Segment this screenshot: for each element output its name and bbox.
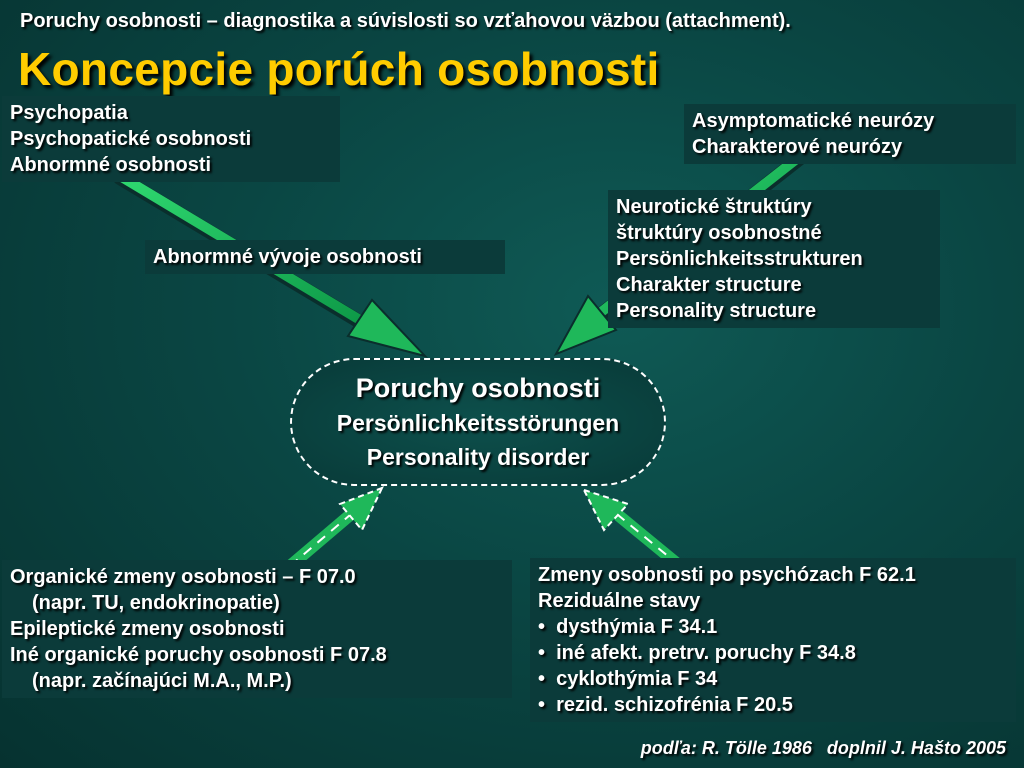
bullet-text: dysthýmia F 34.1	[556, 616, 718, 638]
box-line: Psychopatické osobnosti	[10, 128, 252, 150]
personality-disorder-node	[290, 358, 666, 486]
box-line: Persönlichkeitsstrukturen	[616, 248, 863, 270]
post-psychotic-box	[530, 558, 1016, 722]
psychopathy-box	[2, 96, 340, 182]
arrow-bottom-right	[584, 490, 680, 566]
box-line: Neurotické štruktúry	[616, 196, 812, 218]
source-credit: podľa: R. Tölle 1986 doplnil J. Hašto 2005	[640, 738, 1006, 758]
bullet-item	[538, 640, 1008, 666]
box-line: Personality structure	[616, 300, 817, 322]
box-line: štruktúry osobnostné	[616, 222, 822, 244]
bullet-item	[538, 692, 1008, 718]
box-line: Abnormné osobnosti	[10, 154, 212, 176]
box-line: Reziduálne stavy	[538, 590, 701, 612]
bullet-icon: •	[538, 642, 557, 664]
box-line: Iné organické poruchy osobnosti F 07.8	[10, 644, 387, 666]
neurosis-box	[684, 104, 1016, 164]
box-line: Zmeny osobnosti po psychózach F 62.1	[538, 564, 916, 586]
slide-subtitle: Poruchy osobnosti – diagnostika a súvislosti so vzťahovou väzbou (attachment).	[20, 10, 791, 32]
box-line: Organické zmeny osobnosti – F 07.0	[10, 566, 356, 588]
structure-box	[608, 190, 940, 328]
box-line: (napr. začínajúci M.A., M.P.)	[32, 670, 292, 692]
box-line: Charakter structure	[616, 274, 802, 296]
bullet-icon: •	[538, 616, 557, 638]
center-line-3: Personality disorder	[366, 444, 590, 470]
bullet-text: rezid. schizofrénia F 20.5	[556, 694, 793, 716]
bullet-text: iné afekt. pretrv. poruchy F 34.8	[556, 642, 856, 664]
bullet-text: cyklothýmia F 34	[556, 668, 718, 690]
bullet-item	[538, 614, 1008, 640]
bullet-icon: •	[538, 694, 557, 716]
arrow-bottom-left	[290, 488, 382, 566]
organic-changes-box	[2, 560, 512, 698]
center-line-1: Poruchy osobnosti	[355, 373, 601, 403]
abnormal-development-box	[145, 240, 505, 274]
box-line: Abnormné vývoje osobnosti	[153, 246, 422, 268]
slide-title: Koncepcie porúch osobnosti	[18, 43, 660, 95]
center-line-2: Persönlichkeitsstörungen	[336, 410, 620, 436]
box-line: Charakterové neurózy	[692, 136, 903, 158]
bullet-icon: •	[538, 668, 557, 690]
box-line: Asymptomatické neurózy	[692, 110, 935, 132]
box-line: Psychopatia	[10, 102, 128, 124]
box-line: Epileptické zmeny osobnosti	[10, 618, 285, 640]
box-line: (napr. TU, endokrinopatie)	[32, 592, 280, 614]
bullet-item	[538, 666, 1008, 692]
